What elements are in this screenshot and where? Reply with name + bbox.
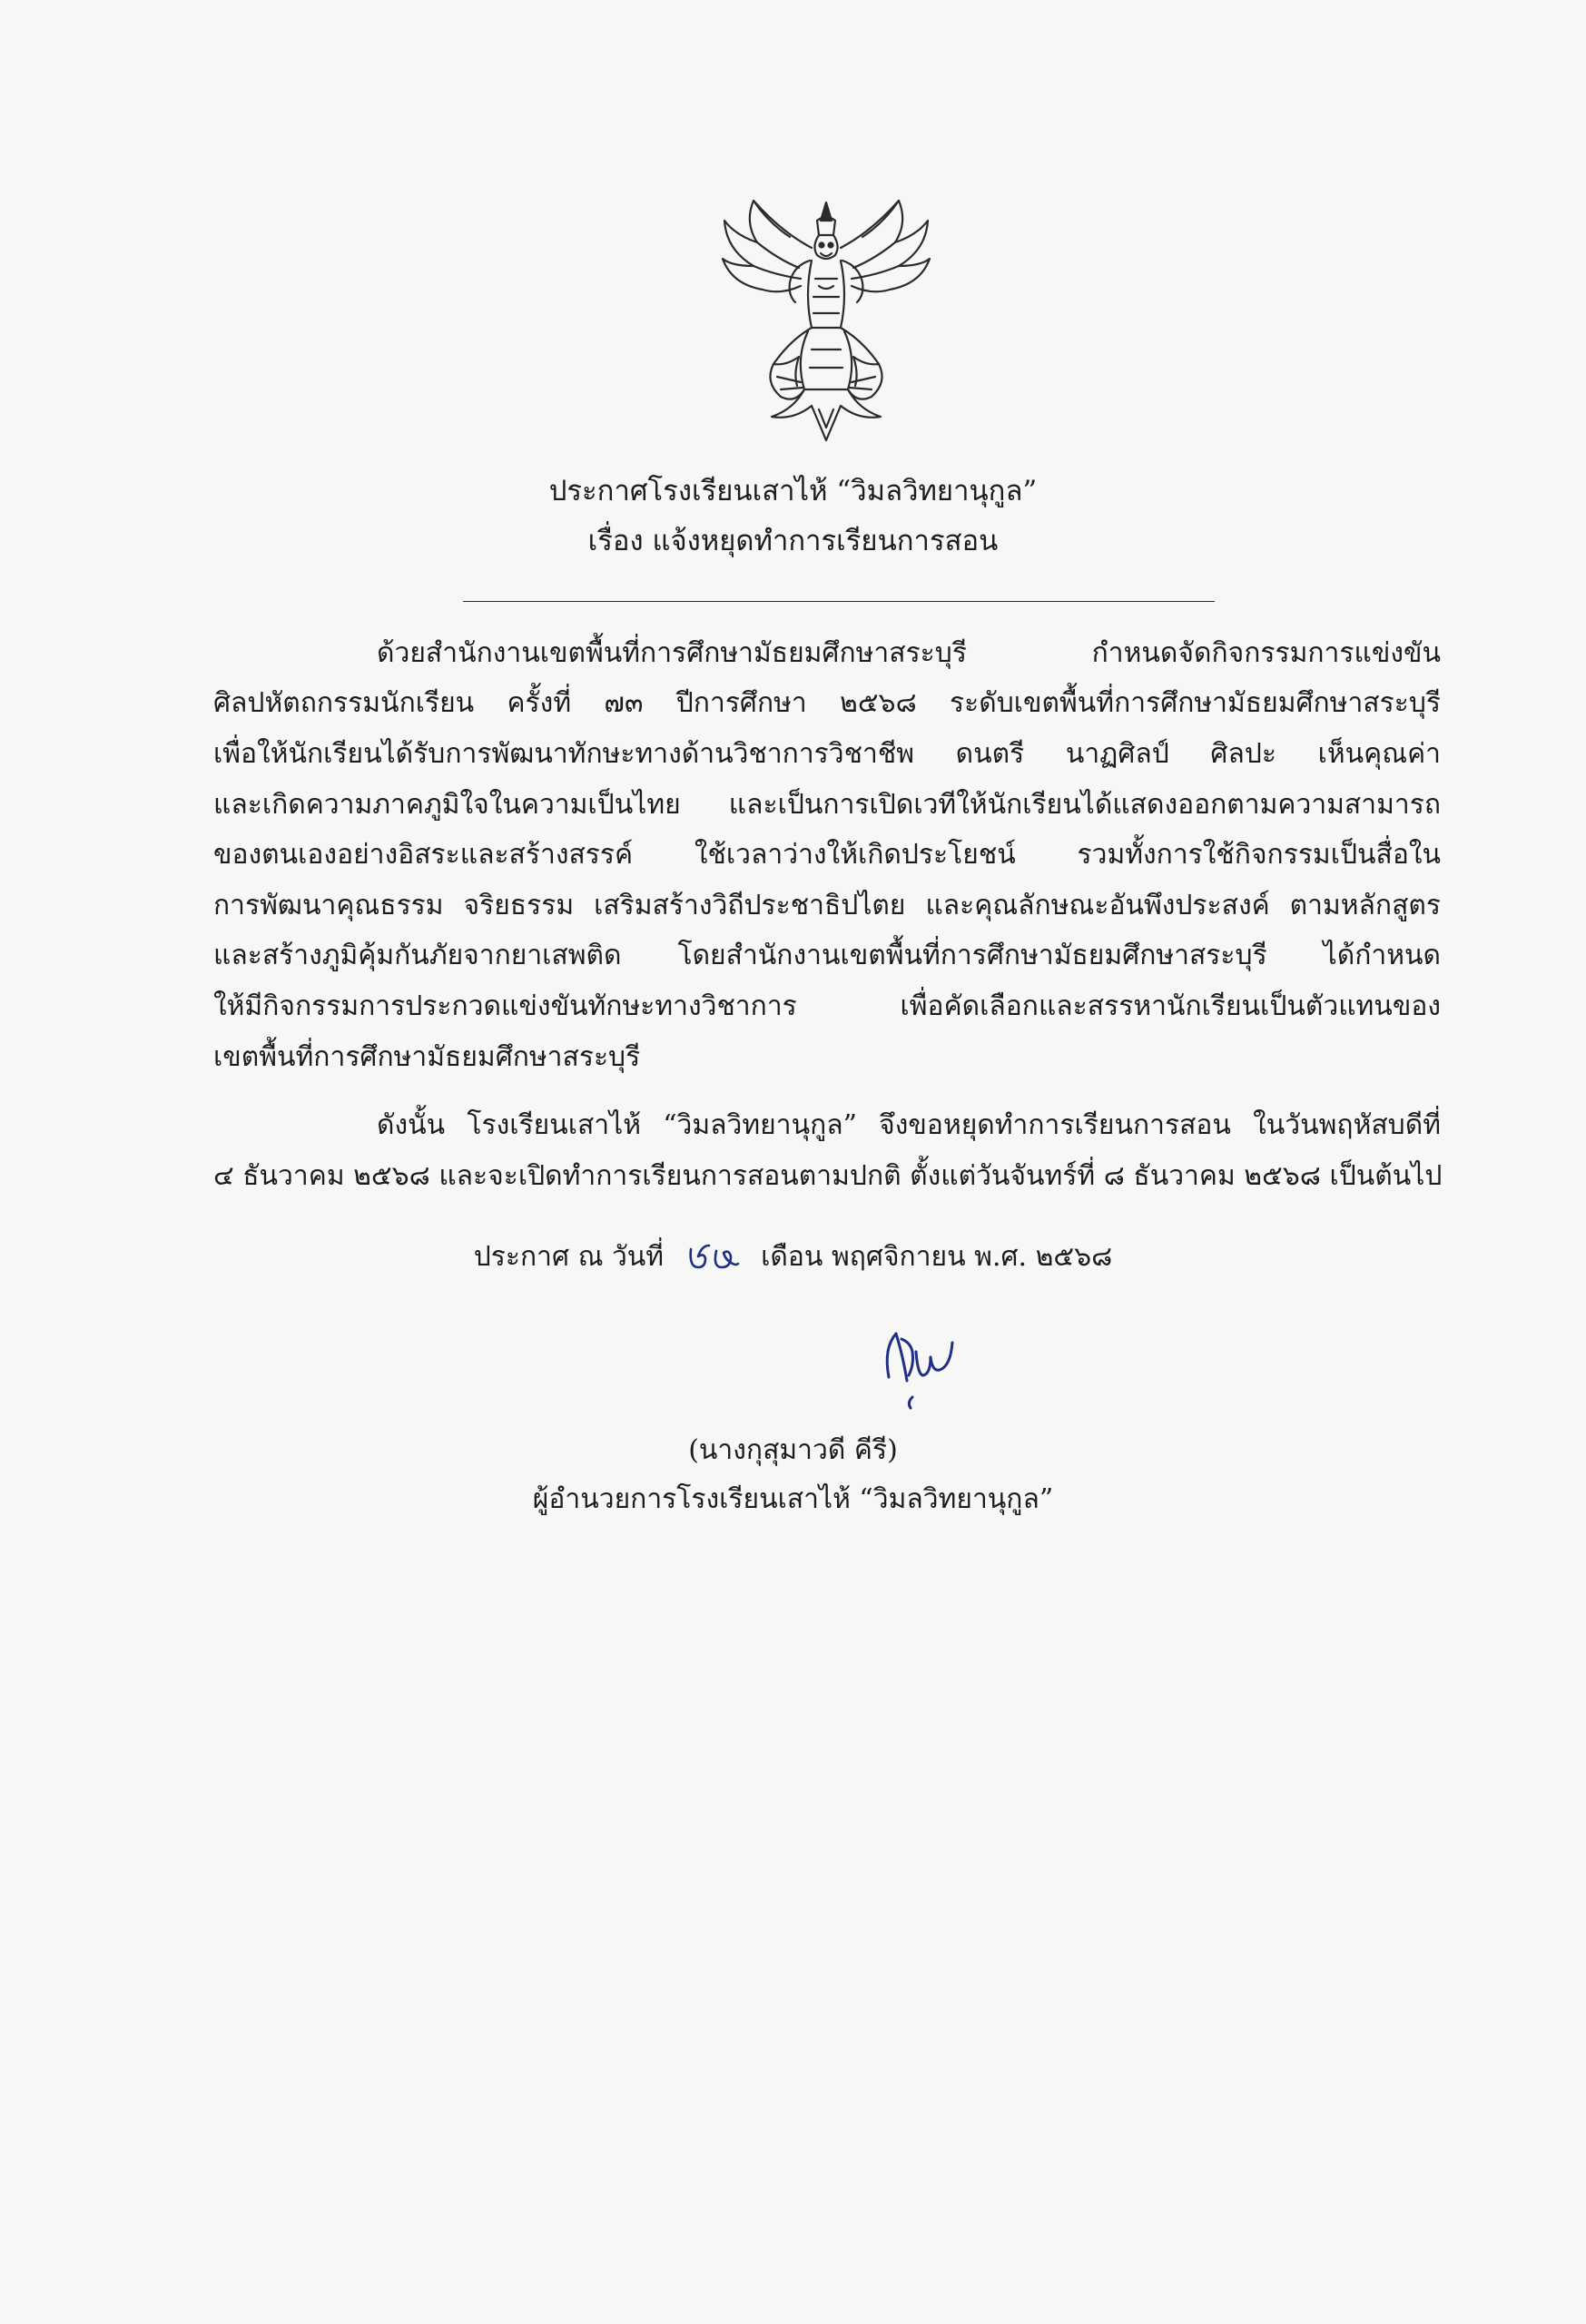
- handwritten-signature-icon: [876, 1321, 976, 1421]
- body-line: การพัฒนาคุณธรรม จริยธรรม เสริมสร้างวิถีประชาธิปไตย และคุณลักษณะอันพึงประสงค์ ตามหลักสูตร: [213, 890, 1441, 921]
- body-line: ของตนเองอย่างอิสระและสร้างสรรค์ ใช้เวลาว่างให้เกิดประโยชน์ รวมทั้งการใช้กิจกรรมเป็นสื่อใน: [213, 839, 1441, 871]
- garuda-emblem-icon: [717, 195, 935, 445]
- body-line: ๔ ธันวาคม ๒๕๖๘ และจะเปิดทำการเรียนการสอนตามปกติ ตั้งแต่วันจันทร์ที่ ๘ ธันวาคม ๒๕๖๘ เป็นต้นไป: [213, 1160, 1443, 1192]
- body-line: และสร้างภูมิคุ้มกันภัยจากยาเสพติด โดยสำนักงานเขตพื้นที่การศึกษามัธยมศึกษาสระบุรี ได้กำหนด: [213, 940, 1441, 971]
- date-suffix: เดือน พฤศจิกายน พ.ศ. ๒๕๖๘: [761, 1241, 1113, 1273]
- date-prefix: ประกาศ ณ วันที่: [473, 1241, 665, 1273]
- body-line: ด้วยสำนักงานเขตพื้นที่การศึกษามัธยมศึกษาสระบุรี กำหนดจัดกิจกรรมการแข่งขัน: [377, 637, 1441, 669]
- body-line: ศิลปหัตถกรรมนักเรียน ครั้งที่ ๗๓ ปีการศึกษา ๒๕๖๘ ระดับเขตพื้นที่การศึกษามัธยมศึกษาสระบุรี: [213, 687, 1441, 719]
- signer-name: (นางกุสุมาวดี คีรี): [688, 1434, 898, 1466]
- title-divider: [463, 601, 1215, 602]
- body-line: ให้มีกิจกรรมการประกวดแข่งขันทักษะทางวิชาการ เพื่อคัดเลือกและสรรหานักเรียนเป็นตัวแทนของ: [213, 990, 1441, 1022]
- announcement-title: ประกาศโรงเรียนเสาไห้ “วิมลวิทยานุกูล”: [548, 475, 1038, 507]
- body-line: ดังนั้น โรงเรียนเสาไห้ “วิมลวิทยานุกูล” จึงขอหยุดทำการเรียนการสอน ในวันพฤหัสบดีที่: [377, 1109, 1441, 1141]
- body-line: เพื่อให้นักเรียนได้รับการพัฒนาทักษะทางด้านวิชาการวิชาชีพ ดนตรี นาฏศิลป์ ศิลปะ เห็นคุณค่า: [213, 738, 1441, 770]
- handwritten-day-icon: [685, 1236, 740, 1275]
- announcement-date: [0, 1236, 1586, 1275]
- announcement-subject: เรื่อง แจ้งหยุดทำการเรียนการสอน: [587, 525, 999, 557]
- signer-position: ผู้อำนวยการโรงเรียนเสาไห้ “วิมลวิทยานุกูล”: [532, 1483, 1054, 1515]
- body-line: เขตพื้นที่การศึกษามัธยมศึกษาสระบุรี: [213, 1041, 641, 1073]
- body-line: และเกิดความภาคภูมิใจในความเป็นไทย และเป็นการเปิดเวทีให้นักเรียนได้แสดงออกตามความสามารถ: [213, 789, 1441, 821]
